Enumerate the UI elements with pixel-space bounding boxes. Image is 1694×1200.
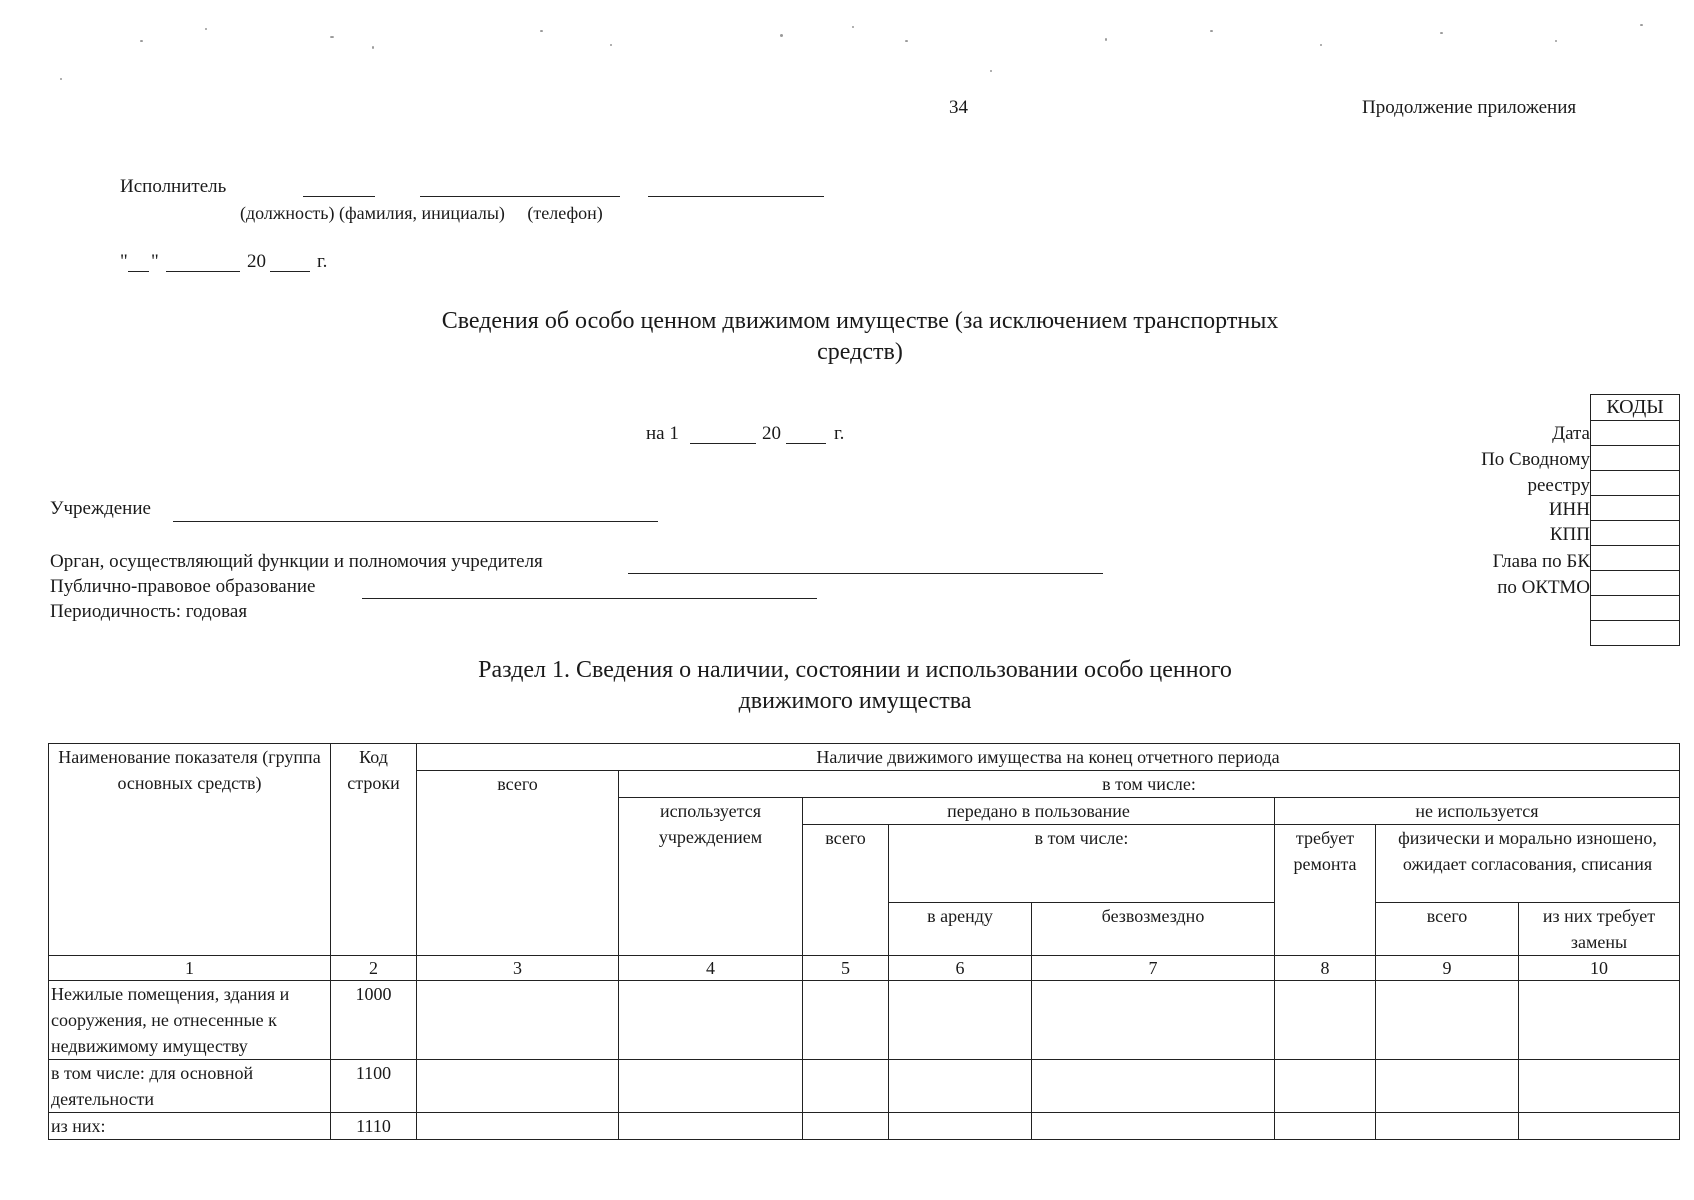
data-cell[interactable] [1519, 1113, 1680, 1140]
date-quote-open: " [120, 251, 128, 272]
institution-line[interactable] [173, 521, 658, 522]
public-entity-label: Публично-правовое образование [50, 576, 316, 597]
header-rent: в аренду [889, 903, 1032, 956]
founder-body-label: Орган, осуществляющий функции и полномочия учредителя [50, 551, 543, 572]
date-year-suffix: г. [317, 251, 328, 272]
founder-body-line[interactable] [628, 573, 1103, 574]
code-label-kpp: КПП [1549, 524, 1590, 545]
header-code: Код строки [331, 744, 417, 956]
public-entity-line[interactable] [362, 598, 817, 599]
header-availability: Наличие движимого имущества на конец отчетного периода [417, 744, 1680, 771]
as-of-year-suffix: г. [834, 423, 845, 444]
data-cell[interactable] [619, 1060, 803, 1113]
data-cell[interactable] [1275, 981, 1376, 1060]
table-row [49, 1060, 1680, 1113]
header-free: безвозмездно [1032, 903, 1275, 956]
year-line[interactable] [270, 271, 310, 272]
executor-captions: (должность) (фамилия, инициалы) (телефон) [240, 203, 603, 223]
header-total: всего [417, 771, 619, 956]
data-cell[interactable] [1032, 1060, 1275, 1113]
as-of-prefix: на 1 [646, 423, 679, 444]
column-number: 6 [889, 956, 1032, 981]
header-transferred-including: в том числе: [889, 825, 1275, 903]
document-title [300, 306, 1420, 368]
column-number: 8 [1275, 956, 1376, 981]
code-label-oktmo: по ОКТМО [1497, 577, 1590, 598]
code-label-registry-2: реестру [1527, 475, 1590, 496]
as-of-year-line[interactable] [786, 443, 826, 444]
data-cell[interactable] [1275, 1113, 1376, 1140]
data-cell[interactable] [1032, 981, 1275, 1060]
section-line-1: Раздел 1. Сведения о наличии, состоянии и использовании особо ценного [478, 657, 1232, 683]
data-cell[interactable] [889, 1060, 1032, 1113]
column-number-row [49, 956, 1680, 981]
code-inn-cell[interactable] [1591, 496, 1679, 521]
data-cell[interactable] [417, 981, 619, 1060]
section-heading [300, 655, 1410, 717]
header-worn: физически и морально изношено, ожидает согласования, списания [1376, 825, 1680, 903]
as-of-year-prefix: 20 [762, 423, 781, 444]
position-line[interactable] [303, 196, 375, 197]
column-number: 1 [49, 956, 331, 981]
title-line-2: средств) [817, 339, 903, 365]
data-cell[interactable] [417, 1060, 619, 1113]
code-oktmo-cell[interactable] [1591, 571, 1679, 596]
column-number: 9 [1376, 956, 1519, 981]
header-including: в том числе: [619, 771, 1680, 798]
data-cell[interactable] [417, 1113, 619, 1140]
code-kpp-cell[interactable] [1591, 521, 1679, 546]
code-label-inn: ИНН [1548, 499, 1590, 520]
property-table [48, 743, 1680, 1140]
data-cell[interactable] [803, 1060, 889, 1113]
data-cell[interactable] [1032, 1113, 1275, 1140]
code-date-cell[interactable] [1591, 421, 1679, 446]
month-line[interactable] [166, 271, 240, 272]
code-bk-cell[interactable] [1591, 546, 1679, 571]
codes-box [1590, 394, 1680, 646]
name-line[interactable] [420, 196, 620, 197]
data-cell[interactable] [1376, 1060, 1519, 1113]
row-name: Нежилые помещения, здания и сооружения, не отнесенные к недвижимому имуществу [49, 981, 331, 1060]
data-cell[interactable] [619, 1113, 803, 1140]
column-number: 4 [619, 956, 803, 981]
date-quote-close: " [151, 251, 159, 272]
executor-label: Исполнитель [120, 176, 227, 197]
row-code: 1110 [331, 1113, 417, 1140]
header-transferred-total: всего [803, 825, 889, 956]
column-number: 3 [417, 956, 619, 981]
section-line-2: движимого имущества [738, 688, 972, 714]
code-extra-cell-2[interactable] [1591, 621, 1679, 646]
row-name: в том числе: для основной деятельности [49, 1060, 331, 1113]
institution-label: Учреждение [50, 498, 151, 519]
day-line[interactable] [128, 271, 149, 272]
data-cell[interactable] [1519, 1060, 1680, 1113]
data-cell[interactable] [803, 981, 889, 1060]
header-name: Наименование показателя (группа основных средств) [49, 744, 331, 956]
row-name: из них: [49, 1113, 331, 1140]
row-code: 1000 [331, 981, 417, 1060]
data-cell[interactable] [1376, 981, 1519, 1060]
page-number: 34 [949, 97, 968, 118]
data-cell[interactable] [889, 981, 1032, 1060]
header-repair: требует ремонта [1275, 825, 1376, 956]
header-worn-replace: из них требует замены [1519, 903, 1680, 956]
continuation-note: Продолжение приложения [1362, 97, 1577, 118]
column-number: 7 [1032, 956, 1275, 981]
code-extra-cell-1[interactable] [1591, 596, 1679, 621]
data-cell[interactable] [889, 1113, 1032, 1140]
data-cell[interactable] [1519, 981, 1680, 1060]
title-line-1: Сведения об особо ценном движимом имуществе (за исключением транспортных [441, 308, 1279, 334]
code-label-registry-1: По Сводному [1481, 449, 1590, 470]
table-row [49, 1113, 1680, 1140]
data-cell[interactable] [619, 981, 803, 1060]
periodicity-label: Периодичность: годовая [50, 601, 248, 622]
phone-line[interactable] [648, 196, 824, 197]
data-cell[interactable] [1275, 1060, 1376, 1113]
as-of-month-line[interactable] [690, 443, 756, 444]
codes-header: КОДЫ [1591, 394, 1679, 421]
header-worn-total: всего [1376, 903, 1519, 956]
header-row-1 [49, 744, 1680, 771]
row-code: 1100 [331, 1060, 417, 1113]
data-cell[interactable] [803, 1113, 889, 1140]
code-label-bk: Глава по БК [1492, 551, 1590, 572]
header-not-used: не используется [1275, 798, 1680, 825]
code-label-date: Дата [1552, 423, 1590, 444]
code-registry-cell-1[interactable] [1591, 446, 1679, 471]
column-number: 10 [1519, 956, 1680, 981]
column-number: 2 [331, 956, 417, 981]
data-cell[interactable] [1376, 1113, 1519, 1140]
table-row [49, 981, 1680, 1060]
header-transferred: передано в пользование [803, 798, 1275, 825]
column-number: 5 [803, 956, 889, 981]
date-year-prefix: 20 [247, 251, 266, 272]
code-registry-cell-2[interactable] [1591, 471, 1679, 496]
header-used: используется учреждением [619, 798, 803, 956]
